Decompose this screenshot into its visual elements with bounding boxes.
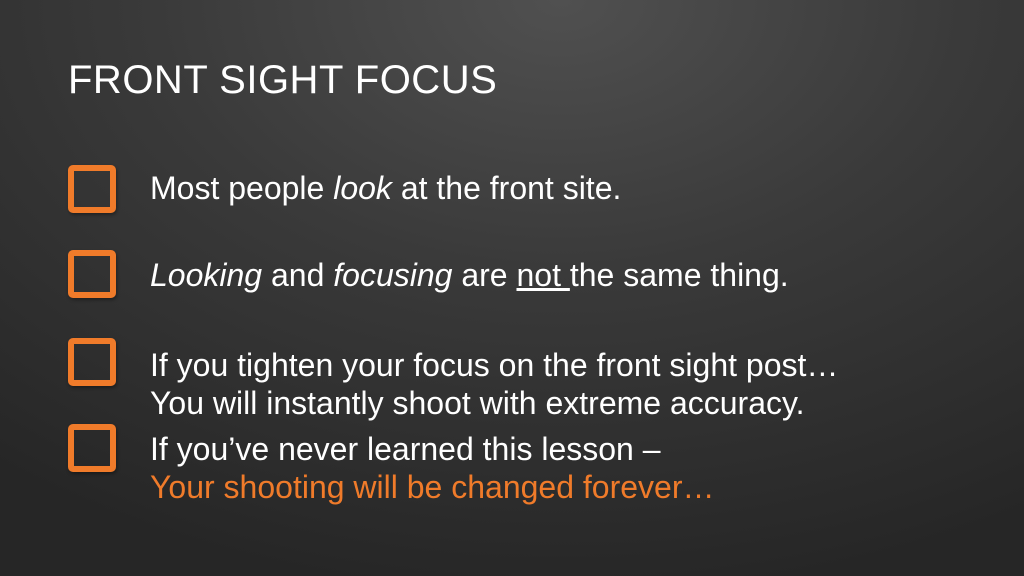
bullet-text: [150, 169, 621, 207]
square-bullet-icon: [68, 165, 116, 213]
bullet-line-highlight: Your shooting will be changed forever…: [150, 469, 715, 505]
bullet-item: [68, 424, 715, 506]
bullet-line: You will instantly shoot with extreme accuracy.: [150, 385, 805, 421]
square-bullet-icon: [68, 250, 116, 298]
bullet-line: If you tighten your focus on the front sight post…: [150, 347, 839, 383]
bullet-line: If you’ve never learned this lesson –: [150, 431, 661, 467]
bullet-item: [68, 250, 789, 298]
bullet-text-emphasis: focusing: [333, 257, 453, 293]
slide-title: FRONT SIGHT FOCUS: [68, 58, 498, 102]
bullet-text-part: are: [452, 257, 517, 293]
bullet-text: [150, 256, 789, 294]
bullet-item: [68, 338, 838, 422]
bullet-text: [150, 430, 715, 506]
bullet-text-emphasis: Looking: [150, 257, 263, 293]
bullet-text-underline: not: [516, 257, 570, 293]
bullet-text-emphasis: look: [333, 170, 392, 206]
bullet-text: [150, 346, 838, 422]
bullet-text-part: at the front site.: [391, 170, 622, 206]
bullet-text-part: Most people: [150, 170, 334, 206]
bullet-text-part: and: [262, 257, 334, 293]
square-bullet-icon: [68, 338, 116, 386]
bullet-text-part: the same thing.: [569, 257, 789, 293]
bullet-item: [68, 165, 621, 213]
square-bullet-icon: [68, 424, 116, 472]
